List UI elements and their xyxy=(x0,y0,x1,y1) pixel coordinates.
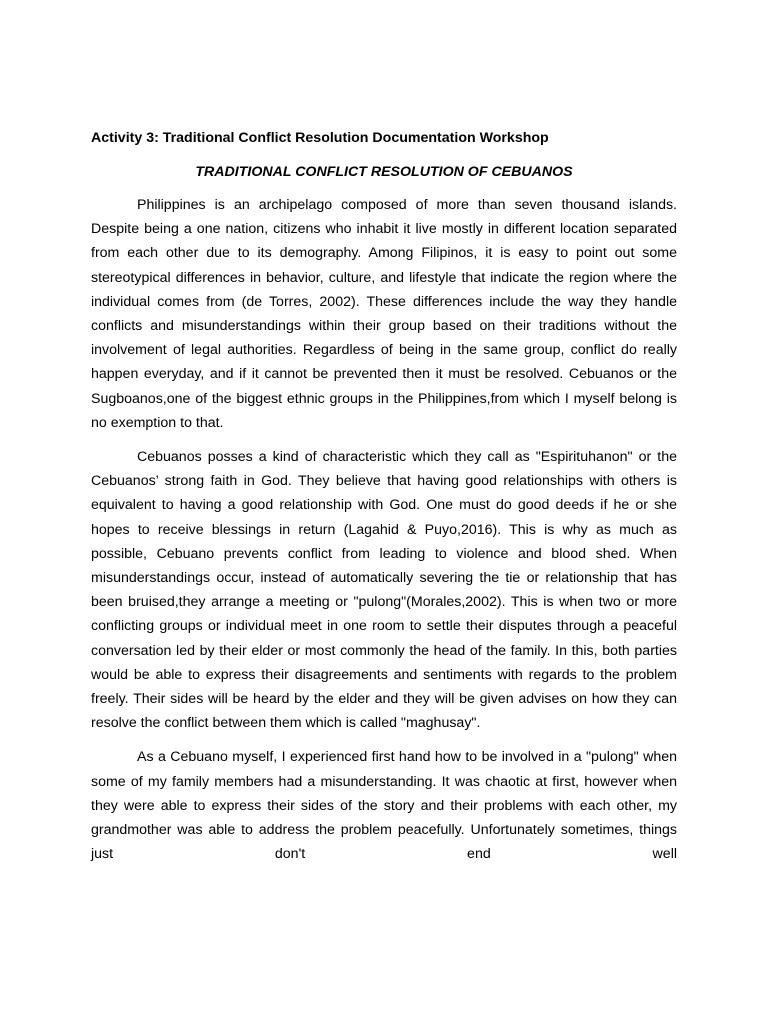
paragraph-personal-experience: As a Cebuano myself, I experienced first hand how to be involved in a "pulong" when some of my family members had a misunderstanding. It was chaotic at first, however when they were able to express their sides of the story and their problems with each other, my grandmother was able to address the problem peacefully. Unfortunately sometimes, things just don't end well xyxy=(91,749,677,863)
document-title: TRADITIONAL CONFLICT RESOLUTION OF CEBUANOS xyxy=(195,164,573,180)
paragraph-introduction: Philippines is an archipelago composed of more than seven thousand islands. Despite being a one nation, citizens who inhabit it live mostly in different location separated from each other due to its demography. Among Filipinos, it is easy to point out some stereotypical differences in behavior, culture, and lifestyle that indicate the region where the individual comes from (de Torres, 2002). These differences include the way they handle conflicts and misunderstandings within their group based on their traditions without the involvement of legal authorities. Regardless of being in the same group, conflict do really happen everyday, and if it cannot be prevented then it must be resolved. Cebuanos or the Sugboanos,one of the biggest ethnic groups in the Philippines,from which I myself belong is no exemption to that. xyxy=(91,197,677,431)
paragraph-espirituhanon: Cebuanos posses a kind of characteristic which they call as "Espirituhanon" or the Cebuanos’ strong faith in God. They believe that having good relationships with others is equivalent to having a good relationship with God. One must do good deeds if he or she hopes to receive blessings in return (Lagahid & Puyo,2016). This is why as much as possible, Cebuano prevents conflict from leading to violence and blood shed. When misunderstandings occur, instead of automatically severing the tie or relationship that has been bruised,they arrange a meeting or "pulong"(Morales,2002). This is when two or more conflicting groups or individual meet in one room to settle their disputes through a peaceful conversation led by their elder or most commonly the head of the family. In this, both parties would be able to express their disagreements and sentiments with regards to the problem freely. Their sides will be heard by the elder and they will be given advises on how they can resolve the conflict between them which is called "maghusay". xyxy=(91,449,677,732)
activity-heading: Activity 3: Traditional Conflict Resolution Documentation Workshop xyxy=(91,130,549,146)
